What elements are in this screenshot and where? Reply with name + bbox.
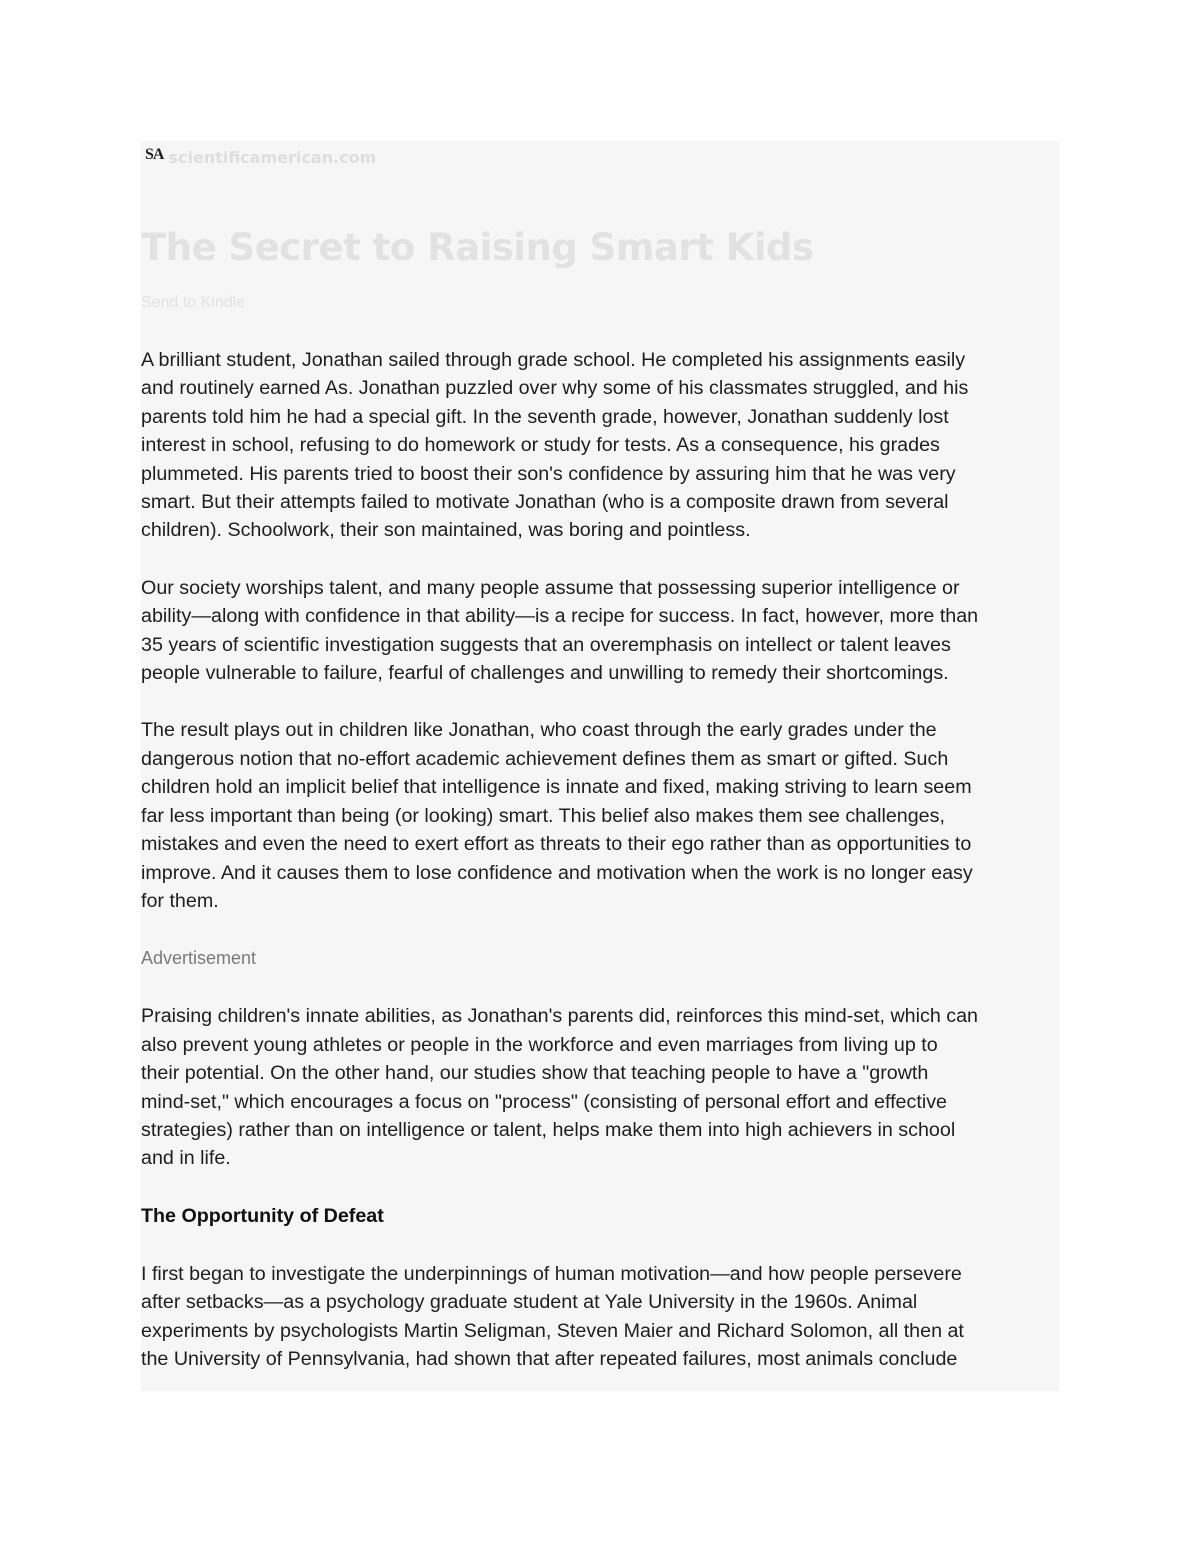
text-line: I first began to investigate the underpinnings of human motivation—and how people persevere (141, 1262, 962, 1285)
article-page (141, 141, 1059, 1391)
source-header (145, 145, 377, 167)
advertisement-label: Advertisement (141, 948, 257, 969)
text-line: the University of Pennsylvania, had shown that after repeated failures, most animals conclude (141, 1347, 958, 1370)
text-line: children). Schoolwork, their son maintained, was boring and pointless. (141, 519, 751, 542)
text-line: people vulnerable to failure, fearful of challenges and unwilling to remedy their shortcomings. (141, 662, 949, 685)
paragraph (141, 1002, 1059, 1172)
paragraph (141, 716, 1059, 915)
article-body (141, 346, 1059, 1391)
send-to-kindle-link[interactable]: Send to Kindle (141, 294, 246, 311)
source-domain[interactable]: scientificamerican.com (168, 148, 377, 167)
text-line: The result plays out in children like Jonathan, who coast through the early grades under the (141, 719, 937, 742)
text-line: Our society worships talent, and many people assume that possessing superior intelligence or (141, 576, 960, 599)
text-line: ability—along with confidence in that ability—is a recipe for success. In fact, however, more than (141, 605, 979, 628)
text-line: for them. (141, 889, 219, 912)
text-line: Praising children's innate abilities, as Jonathan's parents did, reinforces this mind-set, which can (141, 1005, 979, 1028)
text-line: interest in school, refusing to do homework or study for tests. As a consequence, his grades (141, 434, 940, 457)
text-line: their potential. On the other hand, our studies show that teaching people to have a "growth (141, 1062, 929, 1085)
text-line: dangerous notion that no-effort academic achievement defines them as smart or gifted. Such (141, 747, 949, 770)
text-line: also prevent young athletes or people in the workforce and even marriages from living up to (141, 1033, 938, 1056)
text-line: smart. But their attempts failed to motivate Jonathan (who is a composite drawn from several (141, 491, 949, 514)
text-line: children hold an implicit belief that intelligence is innate and fixed, making striving to learn seem (141, 776, 972, 799)
text-line: mind-set," which encourages a focus on "process" (consisting of personal effort and effective (141, 1090, 947, 1113)
text-line: plummeted. His parents tried to boost their son's confidence by assuring him that he was very (141, 462, 956, 485)
section-heading: The Opportunity of Defeat (141, 1204, 384, 1227)
text-line: far less important than being (or looking) smart. This belief also makes them see challenges, (141, 804, 945, 827)
text-line: and routinely earned As. Jonathan puzzled over why some of his classmates struggled, and his (141, 377, 969, 400)
text-line: A brilliant student, Jonathan sailed through grade school. He completed his assignments easily (141, 349, 966, 371)
text-line: mistakes and even the need to exert effort as threats to their ego rather than as opportunities to (141, 833, 972, 856)
article-title: The Secret to Raising Smart Kids (141, 226, 814, 269)
text-line: parents told him he had a special gift. In the seventh grade, however, Jonathan suddenly lost (141, 405, 949, 428)
text-line: strategies) rather than on intelligence or talent, helps make them into high achievers in school (141, 1118, 956, 1141)
paragraph (141, 574, 1059, 688)
text-line: 35 years of scientific investigation suggests that an overemphasis on intellect or talent leaves (141, 633, 951, 656)
text-line: and in life. (141, 1147, 231, 1170)
paragraph (141, 346, 1059, 545)
sa-logo-icon: SA (145, 145, 164, 163)
text-line: improve. And it causes them to lose confidence and motivation when the work is no longer easy (141, 861, 973, 884)
text-line: after setbacks—as a psychology graduate student at Yale University in the 1960s. Animal (141, 1291, 918, 1314)
paragraph (141, 1260, 1059, 1374)
text-line: experiments by psychologists Martin Seligman, Steven Maier and Richard Solomon, all then at (141, 1319, 964, 1342)
